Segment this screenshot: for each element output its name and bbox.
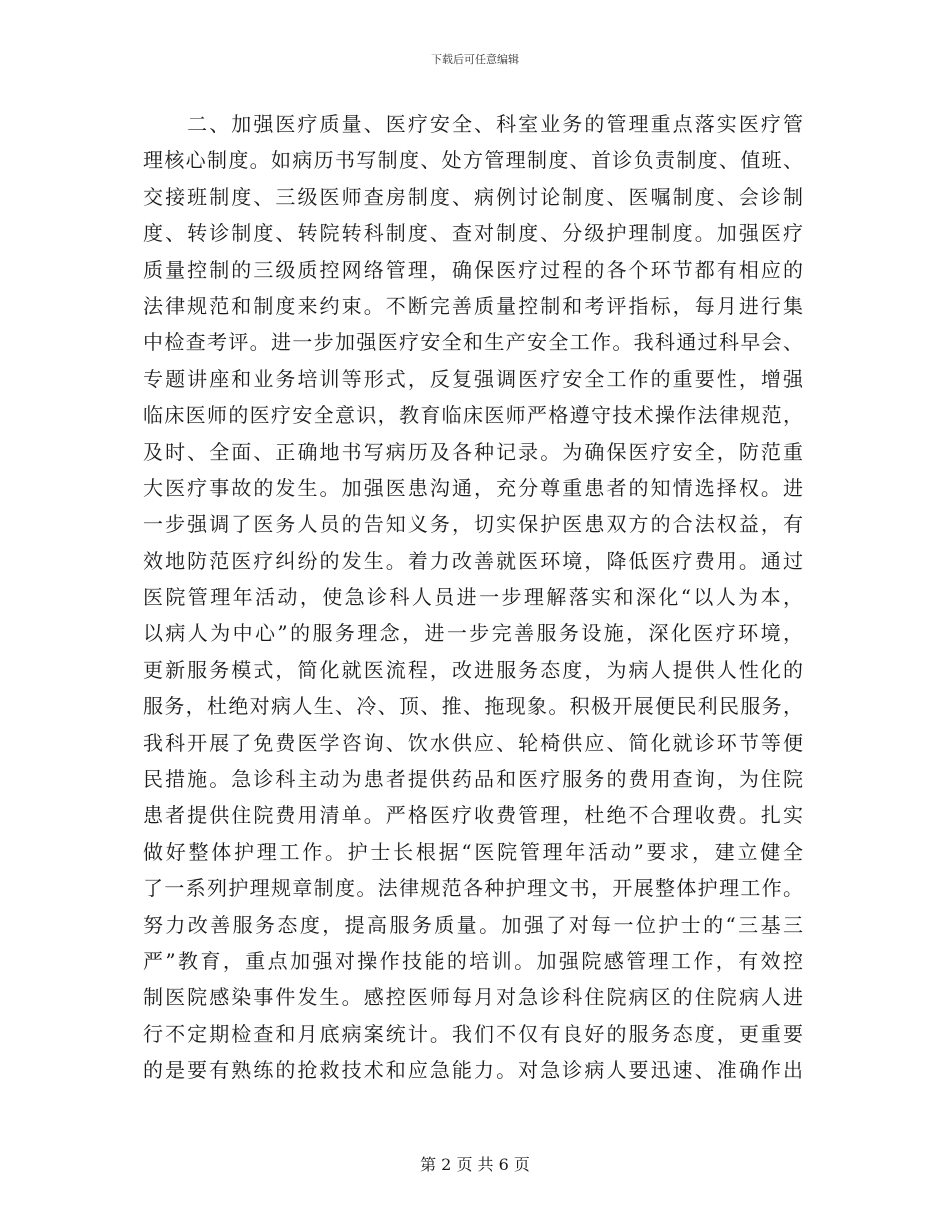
text-line: 更新服务模式，简化就医流程，改进服务态度，为病人提供人性化的 (143, 657, 803, 682)
page-number-footer: 第 2 页 共 6 页 (420, 1155, 530, 1174)
body-paragraph (143, 106, 803, 1089)
text-line: 以病人为中心”的服务理念，进一步完善服务设施，深化医疗环境， (143, 621, 803, 646)
text-line: 一步强调了医务人员的告知义务，切实保护医患双方的合法权益，有 (143, 512, 803, 537)
text-line: 临床医师的医疗安全意识，教育临床医师严格遵守技术操作法律规范， (143, 403, 803, 428)
text-line: 患者提供住院费用清单。严格医疗收费管理，杜绝不合理收费。扎实 (143, 803, 803, 828)
text-line: 二、加强医疗质量、医疗安全、科室业务的管理重点落实医疗管 (143, 112, 803, 136)
text-line: 专题讲座和业务培训等形式，反复强调医疗安全工作的重要性，增强 (143, 366, 803, 391)
text-line: 民措施。急诊科主动为患者提供药品和医疗服务的费用查询，为住院 (143, 767, 803, 792)
text-line: 制医院感染事件发生。感控医师每月对急诊科住院病区的住院病人进 (143, 985, 803, 1010)
text-line: 质量控制的三级质控网络管理，确保医疗过程的各个环节都有相应的 (143, 257, 803, 282)
text-line: 行不定期检查和月底病案统计。我们不仅有良好的服务态度，更重要 (143, 1021, 803, 1046)
text-line: 度、转诊制度、转院转科制度、查对制度、分级护理制度。加强医疗 (143, 221, 803, 246)
page-header-note: 下载后可任意编辑 (431, 53, 519, 66)
text-line: 服务，杜绝对病人生、冷、顶、推、拖现象。积极开展便民利民服务， (143, 694, 803, 719)
text-line: 大医疗事故的发生。加强医患沟通，充分尊重患者的知情选择权。进 (143, 475, 803, 500)
text-line: 严”教育，重点加强对操作技能的培训。加强院感管理工作，有效控 (143, 948, 803, 973)
text-line: 中检查考评。进一步加强医疗安全和生产安全工作。我科通过科早会、 (143, 330, 803, 355)
text-line: 法律规范和制度来约束。不断完善质量控制和考评指标，每月进行集 (143, 293, 803, 318)
text-line: 的是要有熟练的抢救技术和应急能力。对急诊病人要迅速、准确作出 (143, 1058, 803, 1083)
text-line: 了一系列护理规章制度。法律规范各种护理文书，开展整体护理工作。 (143, 876, 803, 901)
text-line: 我科开展了免费医学咨询、饮水供应、轮椅供应、简化就诊环节等便 (143, 730, 803, 755)
text-line: 交接班制度、三级医师查房制度、病例讨论制度、医嘱制度、会诊制 (143, 184, 803, 209)
text-line: 做好整体护理工作。护士长根据“医院管理年活动”要求，建立健全 (143, 839, 803, 864)
text-line: 理核心制度。如病历书写制度、处方管理制度、首诊负责制度、值班、 (143, 148, 803, 173)
text-line: 努力改善服务态度，提高服务质量。加强了对每一位护士的“三基三 (143, 912, 803, 937)
text-line: 医院管理年活动，使急诊科人员进一步理解落实和深化“以人为本， (143, 585, 803, 610)
text-line: 及时、全面、正确地书写病历及各种记录。为确保医疗安全，防范重 (143, 439, 803, 464)
text-line: 效地防范医疗纠纷的发生。着力改善就医环境，降低医疗费用。通过 (143, 548, 803, 573)
